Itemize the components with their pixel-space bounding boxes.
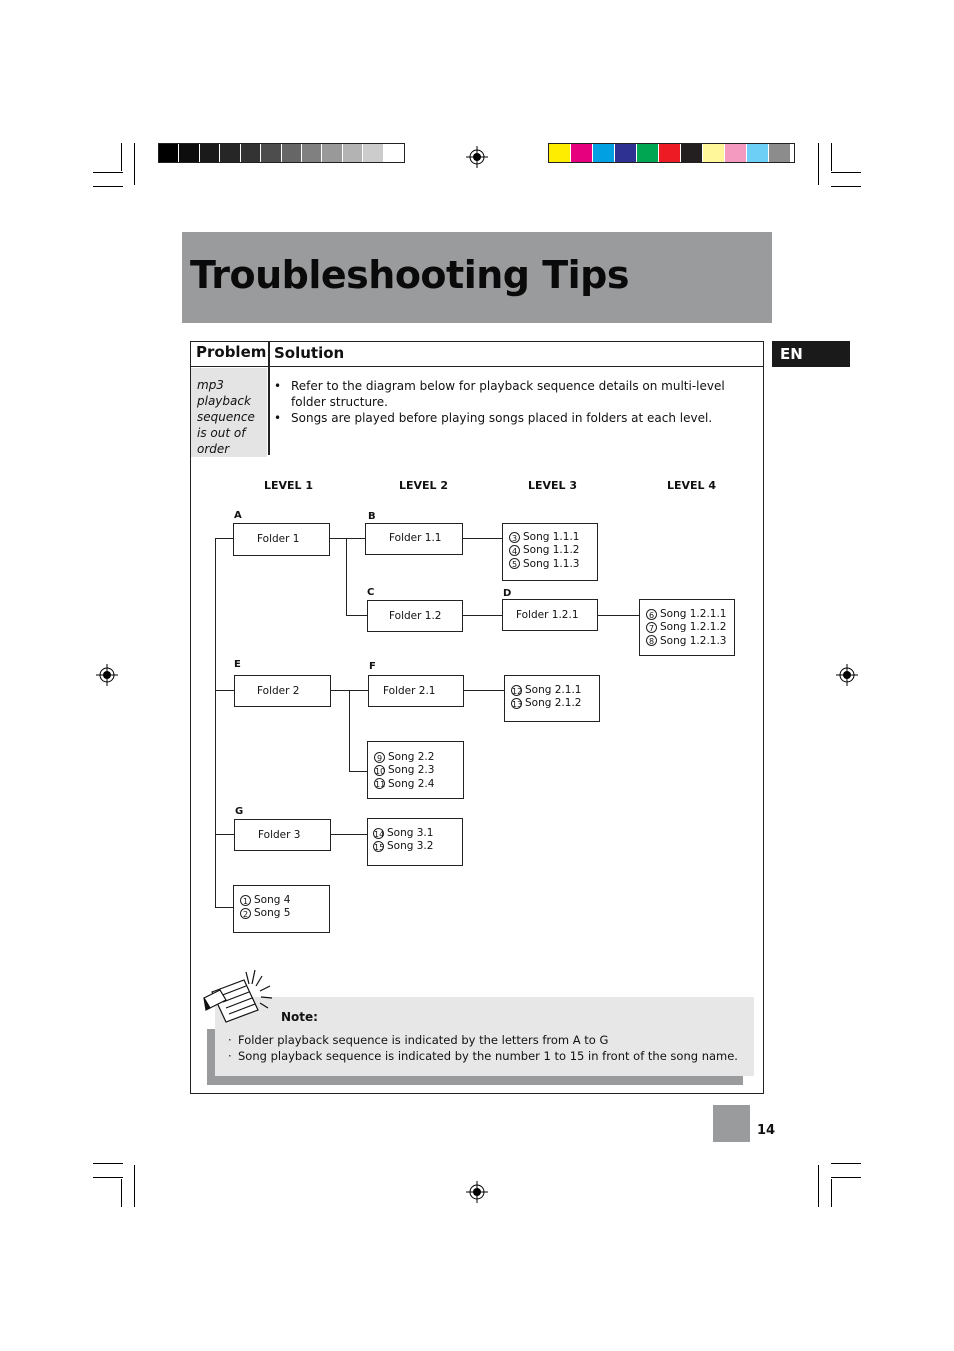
crop-mark — [93, 1163, 123, 1164]
crop-mark — [818, 143, 819, 185]
note-item: · Folder playback sequence is indicated by the letters from A to G — [228, 1032, 738, 1048]
song-sequence-number: 5 — [509, 558, 520, 569]
problem-column-header: Problem — [196, 343, 267, 361]
note-paper-pencil-icon — [200, 966, 276, 1026]
folder-box — [365, 523, 463, 555]
solution-list — [274, 378, 744, 426]
color-swatch — [593, 144, 615, 162]
connector-line — [215, 834, 234, 835]
song-item — [374, 778, 434, 791]
song-name: Song 2.2 — [388, 751, 435, 763]
crop-mark — [134, 143, 135, 185]
song-name: Song 2.3 — [388, 764, 435, 777]
connector-line — [346, 538, 347, 616]
song-name: Song 2.4 — [388, 777, 435, 790]
crop-mark — [93, 1177, 123, 1178]
color-swatch-strip — [548, 143, 795, 163]
song-item — [511, 697, 581, 710]
song-item — [646, 608, 726, 621]
sequence-letter: B — [368, 511, 376, 522]
sequence-letter: A — [234, 510, 242, 521]
solution-column-header: Solution — [274, 344, 345, 362]
song-sequence-number: 12 — [512, 686, 523, 696]
level-1-label: LEVEL 1 — [264, 479, 314, 492]
song-name: Song 2.1.2 — [525, 697, 582, 710]
song-list — [646, 608, 726, 648]
note-list — [228, 1032, 738, 1064]
connector-line — [215, 538, 216, 908]
song-item — [511, 684, 581, 697]
song-sequence-number: 14 — [374, 829, 385, 839]
sequence-letter: F — [369, 661, 376, 672]
connector-line — [349, 771, 367, 772]
folder-label: Folder 2.1 — [383, 685, 436, 697]
song-sequence-number: 2 — [240, 908, 251, 919]
color-swatch — [159, 144, 179, 162]
folder-box — [234, 675, 331, 707]
song-item — [509, 544, 579, 557]
crop-mark — [121, 1179, 122, 1207]
page-number-block — [713, 1105, 750, 1142]
color-swatch — [220, 144, 240, 162]
connector-line — [597, 615, 639, 616]
connector-line — [463, 690, 504, 691]
color-swatch — [343, 144, 363, 162]
color-swatch — [703, 144, 725, 162]
color-swatch — [571, 144, 593, 162]
song-name: Song 1.1.2 — [523, 544, 580, 557]
page-title: Troubleshooting Tips — [190, 253, 629, 297]
song-list — [374, 751, 434, 791]
crop-mark — [818, 1165, 819, 1207]
song-box — [504, 675, 600, 722]
folder-box — [502, 599, 598, 631]
folder-label: Folder 1.2.1 — [516, 609, 579, 621]
sequence-letter: E — [234, 659, 241, 670]
solution-item: • Refer to the diagram below for playback sequence details on multi-level folder structure. — [274, 378, 744, 410]
song-sequence-number: 13 — [512, 699, 523, 709]
connector-line — [463, 615, 502, 616]
color-swatch — [747, 144, 769, 162]
folder-box — [233, 523, 330, 556]
song-box — [367, 741, 464, 799]
color-swatch — [769, 144, 791, 162]
folder-label: Folder 1.2 — [389, 610, 442, 622]
song-sequence-number: 1 — [240, 895, 251, 906]
registration-mark-icon — [836, 664, 858, 686]
color-swatch — [659, 144, 681, 162]
column-divider — [268, 341, 270, 455]
song-name: Song 1.2.1.1 — [660, 608, 727, 620]
content-frame — [190, 341, 764, 1094]
song-item — [509, 558, 579, 571]
color-swatch — [384, 144, 404, 162]
language-tab: EN — [772, 341, 850, 367]
song-name: Song 3.1 — [387, 827, 434, 839]
song-item — [374, 751, 434, 764]
song-name: Song 1.1.1 — [523, 531, 580, 543]
page-number: 14 — [757, 1123, 776, 1138]
song-list — [509, 531, 579, 571]
song-item — [240, 907, 290, 920]
crop-mark — [134, 1165, 135, 1207]
color-swatch — [615, 144, 637, 162]
gray-swatch-strip — [158, 143, 405, 163]
song-list — [373, 827, 433, 854]
level-2-label: LEVEL 2 — [399, 479, 449, 492]
connector-line — [329, 538, 365, 539]
song-sequence-number: 8 — [646, 635, 657, 646]
folder-label: Folder 1.1 — [389, 532, 442, 544]
song-sequence-number: 11 — [375, 780, 386, 790]
crop-mark — [93, 186, 123, 187]
color-swatch — [725, 144, 747, 162]
color-swatch — [302, 144, 322, 162]
crop-mark — [831, 143, 832, 171]
song-sequence-number: 15 — [374, 842, 385, 852]
color-swatch — [363, 144, 383, 162]
folder-label: Folder 2 — [257, 685, 300, 697]
song-sequence-number: 6 — [646, 609, 657, 620]
song-item — [373, 840, 433, 853]
color-swatch — [282, 144, 302, 162]
song-name: Song 1.2.1.2 — [660, 621, 727, 634]
color-swatch — [179, 144, 199, 162]
song-box — [639, 599, 735, 656]
song-item — [373, 827, 433, 840]
color-swatch — [261, 144, 281, 162]
song-name: Song 3.2 — [387, 840, 434, 853]
song-sequence-number: 10 — [375, 766, 386, 776]
crop-mark — [831, 186, 861, 187]
song-item — [374, 764, 434, 777]
folder-label: Folder 1 — [257, 533, 300, 545]
song-item — [509, 531, 579, 544]
song-name: Song 2.1.1 — [525, 684, 582, 696]
song-name: Song 1.1.3 — [523, 557, 580, 570]
connector-line — [346, 615, 367, 616]
color-swatch — [200, 144, 220, 162]
song-box — [233, 885, 330, 933]
song-name: Song 5 — [254, 907, 291, 920]
folder-box — [234, 819, 331, 851]
song-sequence-number: 3 — [509, 532, 520, 543]
crop-mark — [831, 1163, 861, 1164]
color-swatch — [549, 144, 571, 162]
note-item: · Song playback sequence is indicated by the number 1 to 15 in front of the song name. — [228, 1048, 738, 1064]
problem-text: mp3 playback sequence is out of order — [197, 378, 255, 456]
folder-box — [368, 675, 464, 707]
registration-mark-icon — [466, 146, 488, 168]
registration-mark-icon — [96, 664, 118, 686]
song-sequence-number: 4 — [509, 545, 520, 556]
connector-line — [462, 538, 502, 539]
solution-item: • Songs are played before playing songs placed in folders at each level. — [274, 410, 744, 426]
note-title: Note: — [281, 1010, 318, 1024]
color-swatch — [681, 144, 703, 162]
song-list — [511, 684, 581, 711]
connector-line — [215, 690, 234, 691]
crop-mark — [93, 172, 123, 173]
sequence-letter: G — [235, 806, 244, 817]
song-sequence-number: 9 — [374, 752, 385, 763]
color-swatch — [241, 144, 261, 162]
crop-mark — [831, 1177, 861, 1178]
song-sequence-number: 7 — [646, 622, 657, 633]
crop-mark — [831, 1179, 832, 1207]
color-swatch — [637, 144, 659, 162]
registration-mark-icon — [466, 1181, 488, 1203]
folder-box — [367, 600, 463, 632]
level-3-label: LEVEL 3 — [528, 479, 578, 492]
song-item — [646, 621, 726, 634]
color-swatch — [322, 144, 342, 162]
song-name: Song 4 — [254, 894, 291, 906]
sequence-letter: D — [503, 588, 512, 599]
song-name: Song 1.2.1.3 — [660, 634, 727, 647]
connector-line — [349, 690, 350, 772]
connector-line — [215, 538, 233, 539]
song-box — [367, 818, 463, 866]
crop-mark — [831, 172, 861, 173]
level-4-label: LEVEL 4 — [667, 479, 717, 492]
folder-label: Folder 3 — [258, 829, 301, 841]
crop-mark — [121, 143, 122, 171]
sequence-letter: C — [367, 587, 375, 598]
song-list — [240, 894, 290, 921]
song-box — [502, 523, 598, 581]
song-item — [240, 894, 290, 907]
song-item — [646, 635, 726, 648]
connector-line — [215, 907, 233, 908]
connector-line — [330, 834, 367, 835]
